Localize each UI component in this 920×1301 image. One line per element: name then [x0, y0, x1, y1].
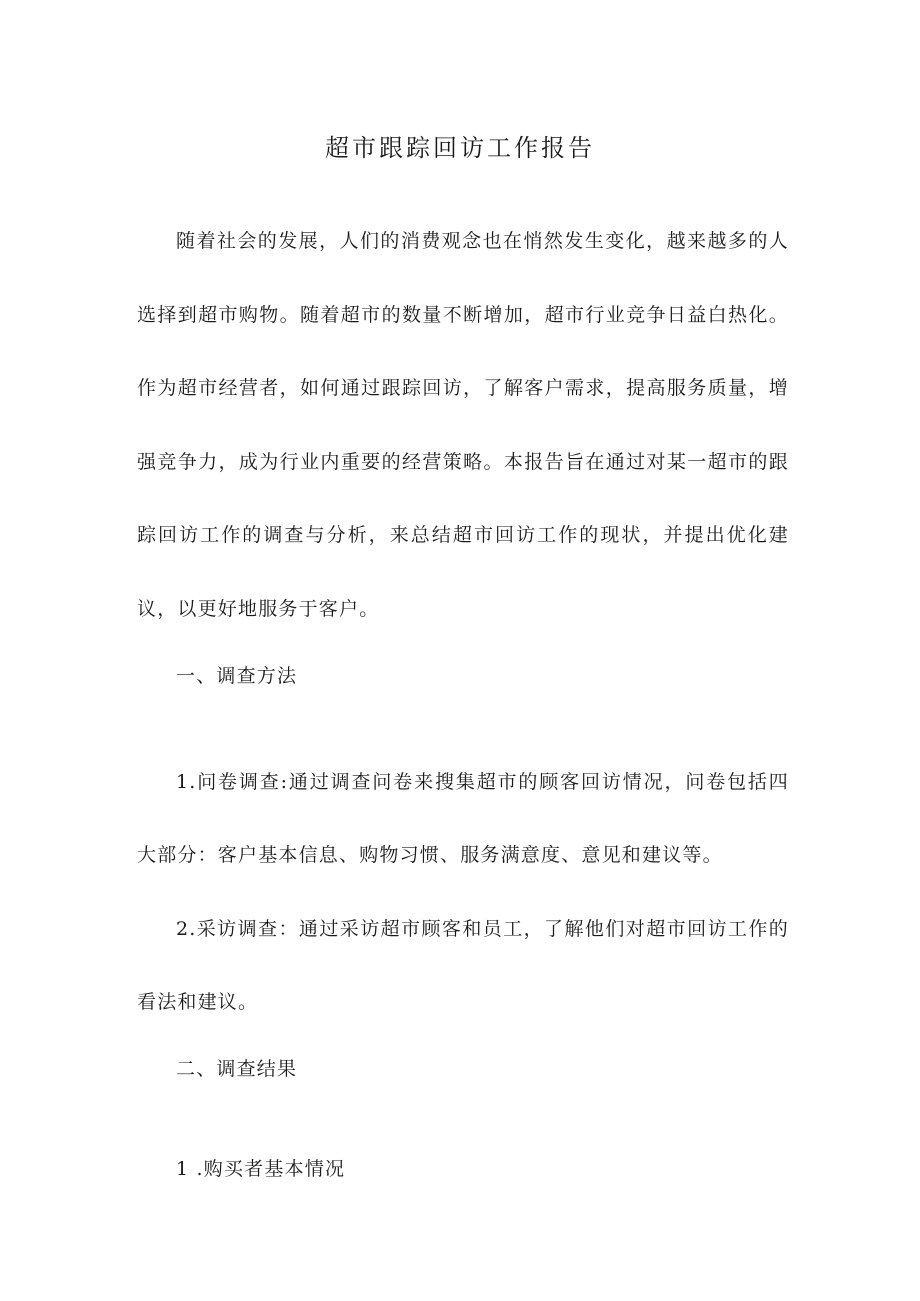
section-heading-results: 二、调查结果	[176, 1058, 298, 1080]
method-item-questionnaire: 1.问卷调查:通过调查问卷来搜集超市的顾客回访情况，问卷包括四大部分：客户基本信息、购物习惯、服务满意度、意见和建议等。	[137, 771, 789, 866]
intro-paragraph: 随着社会的发展，人们的消费观念也在悄然发生变化，越来越多的人选择到超市购物。随着超市的数量不断增加，超市行业竞争日益白热化。作为超市经营者，如何通过跟踪回访，了解客户需求，提高服务质量，增强竞争力，成为行业内重要的经营策略。本报告旨在通过对某一超市的跟踪回访工作的调查与分析，来总结超市回访工作的现状，并提出优化建议，以更好地服务于客户。	[137, 230, 789, 620]
section-heading-methods: 一、调查方法	[176, 665, 298, 687]
sub-heading-buyer-info: 1 .购买者基本情况	[176, 1158, 346, 1180]
document-title: 超市跟踪回访工作报告	[325, 134, 595, 162]
method-item-interview: 2.采访调查：通过采访超市顾客和员工，了解他们对超市回访工作的看法和建议。	[137, 918, 789, 1013]
